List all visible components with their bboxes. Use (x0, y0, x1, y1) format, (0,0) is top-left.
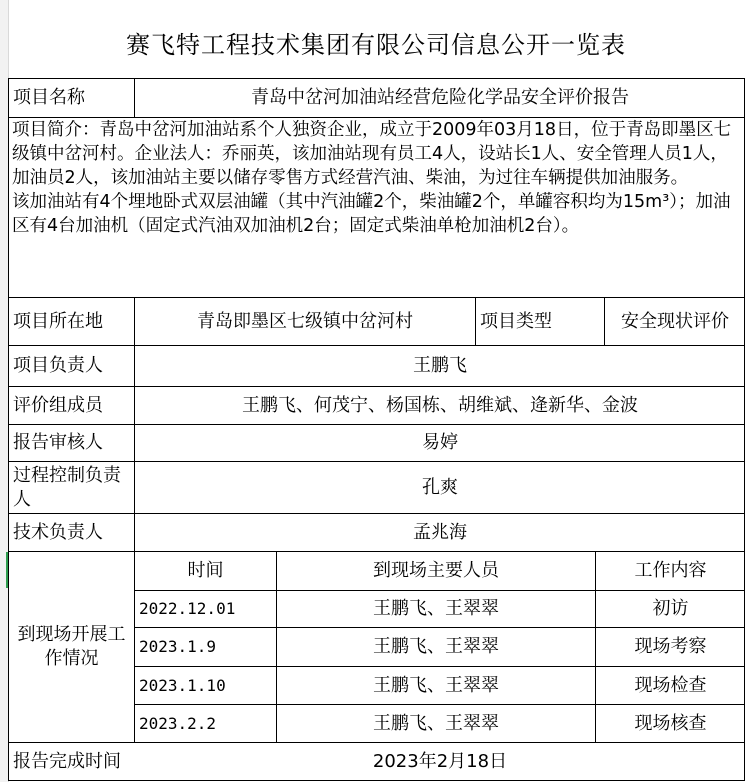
site-work-header-people: 到现场主要人员 (373, 560, 499, 581)
table-row-content: 现场检查 (634, 674, 707, 696)
process-control-label: 过程控制负责人 (13, 464, 121, 510)
project-leader-label: 项目负责人 (13, 355, 103, 376)
site-work-label: 到现场开展工作情况 (17, 624, 126, 669)
site-work-header-time: 时间 (187, 560, 224, 581)
project-type-label: 项目类型 (480, 310, 552, 332)
table-row-time: 2022.12.01 (139, 599, 236, 618)
table-row-time: 2023.2.2 (139, 713, 217, 733)
table-row-time: 2023.1.10 (139, 675, 226, 695)
table-row-content: 现场核查 (634, 712, 707, 734)
project-intro-paragraph-2: 该加油站有4个埋地卧式双层油罐（其中汽油罐2个，柴油罐2个，单罐容积均为15m³）；加油区有4台加油机（固定式汽油双加油机2台；固定式柴油单枪加油机2台）。 (12, 192, 731, 236)
table-row-content: 初访 (652, 598, 689, 619)
reviewer-value: 易婷 (422, 432, 458, 453)
project-type-value: 安全现状评价 (621, 310, 729, 332)
process-control-value: 孔爽 (422, 476, 458, 498)
table-row-people: 王鹏飞、王翠翠 (373, 712, 499, 734)
tech-lead-value: 孟兆海 (413, 521, 467, 543)
team-value: 王鹏飞、何茂宁、杨国栋、胡维斌、逄新华、金波 (242, 394, 638, 416)
project-leader-value: 王鹏飞 (413, 355, 467, 376)
location-value: 青岛即墨区七级镇中岔河村 (197, 310, 413, 332)
project-name-label: 项目名称 (13, 87, 85, 108)
table-row-people: 王鹏飞、王翠翠 (373, 598, 499, 619)
project-intro (12, 118, 740, 238)
table-row-content: 现场考察 (634, 636, 707, 657)
tech-lead-label: 技术负责人 (13, 521, 103, 543)
team-label: 评价组成员 (13, 394, 103, 416)
table-row-people: 王鹏飞、王翠翠 (373, 636, 499, 657)
table-row-people: 王鹏飞、王翠翠 (373, 674, 499, 696)
completion-value: 2023年2月18日 (372, 751, 508, 772)
project-name-value: 青岛中岔河加油站经营危险化学品安全评价报告 (251, 87, 629, 108)
table-row-time: 2023.1.9 (139, 637, 217, 656)
site-work-header-content: 工作内容 (634, 560, 707, 581)
project-intro-paragraph-1: 项目简介：青岛中岔河加油站系个人独资企业，成立于2009年03月18日，位于青岛即墨区七级镇中岔河村。企业法人：乔丽英，该加油站现有员工4人，设站长1人、安全管理人员1人，加油员2人，该加油站主要以储存零售方式经营汽油、柴油，为过往车辆提供加油服务。 (12, 120, 732, 188)
page-title: 赛飞特工程技术集团有限公司信息公开一览表 (126, 30, 626, 59)
location-label: 项目所在地 (13, 310, 103, 332)
completion-label: 报告完成时间 (13, 751, 121, 772)
reviewer-label: 报告审核人 (13, 432, 103, 453)
